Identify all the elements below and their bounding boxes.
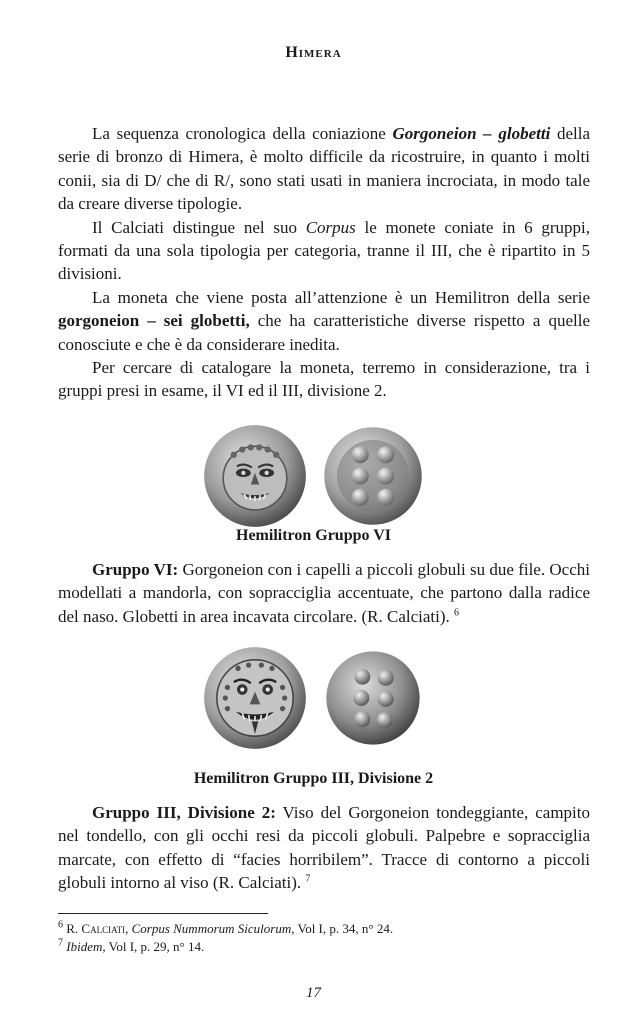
- footnote-ref-7: 7: [305, 873, 311, 885]
- desc-1-label: Gruppo VI:: [92, 560, 179, 579]
- description-gruppo-iii: [58, 801, 590, 895]
- p3-emphasis: gorgoneion – sei globetti,: [58, 311, 250, 331]
- footnotes: [58, 920, 590, 956]
- footnote-6-author: R. Calciati: [66, 921, 126, 936]
- figure-caption-1: Hemilitron Gruppo VI: [236, 527, 391, 544]
- page-title: Himera: [285, 44, 342, 61]
- figure-caption-2: Hemilitron Gruppo III, Divisione 2: [193, 770, 434, 787]
- page-number: 17: [306, 985, 321, 1001]
- p1-text-2: della serie di bronzo di Himera, è molto difficile da ricostruire, in quanto i molti conii, sia di D/ che di R/, sono stati usati in maniera incrociata, in modo tale da creare diverse tipologie.: [58, 124, 590, 214]
- p2-text-1: Il Calciati distingue nel suo: [92, 217, 306, 237]
- footnote-6-rest: , Vol I, p. 34, n° 24.: [291, 921, 394, 936]
- desc-2-text: Viso del Gorgoneion tondeggiante, campito nel tondello, con gli occhi resi da piccoli globuli. Palpebre e sopracciglia marcate, con effetto di “facies horribilem”. Tracce di contorno a piccoli globuli intorno al viso (R. Calciati).: [58, 803, 590, 893]
- paragraph-4: Per cercare di catalogare la moneta, terremo in considerazione, tra i gruppi presi in esame, il VI ed il III, divisione 2.: [58, 358, 590, 401]
- gorgoneion-obverse-coin-icon: [202, 645, 308, 751]
- footnote-ref-6: 6: [454, 607, 460, 619]
- desc-1-text: Gorgoneion con i capelli a piccoli globuli su due file. Occhi modellati a mandorla, con sopracciglia accentuate, che partono dalla radice del naso. Globetti in area incavata circolare. (R. Calciati).: [58, 560, 590, 626]
- p3-text-1: La moneta che viene posta all’attenzione è un Hemilitron della serie: [92, 287, 590, 307]
- footnote-7: $^7$ Ibidem, Vol I, p. 29, n° 14.: [58, 937, 205, 954]
- footnote-7-work: Ibidem: [66, 939, 103, 954]
- p1-emphasis: Gorgoneion – globetti: [392, 124, 551, 143]
- description-gruppo-vi: [58, 558, 590, 628]
- paragraph-2: [58, 216, 590, 286]
- desc-2-label: Gruppo III, Divisione 2:: [92, 803, 276, 822]
- p3-text-2: che ha caratteristiche diverse rispetto a quelle conosciute e che è da considerare inedita.: [58, 311, 590, 354]
- p2-emphasis: Corpus: [305, 217, 356, 237]
- footnote-6: $^6$ R. Calciati, Corpus Nummorum Siculorum, Vol I, p. 34, n° 24.: [58, 919, 394, 936]
- footnote-divider: [58, 913, 268, 914]
- six-globules-reverse-coin-icon: [320, 423, 426, 529]
- p2-text-2: le monete coniate in 6 gruppi, formati da una sola tipologia per categoria, tranne il III, che è ripartito in 5 divisioni.: [58, 217, 591, 284]
- coin-pair-gruppo-vi: [0, 423, 627, 529]
- paragraph-3: [58, 286, 590, 356]
- footnote-7-rest: , Vol I, p. 29, n° 14.: [102, 939, 205, 954]
- p1-text-1: La sequenza cronologica della coniazione: [92, 124, 393, 143]
- six-globules-reverse-coin-icon: [320, 645, 426, 751]
- body-text: [58, 122, 590, 403]
- gorgoneion-obverse-coin-icon: [202, 423, 308, 529]
- coin-pair-gruppo-iii: [0, 645, 627, 751]
- footnote-6-work: Corpus Nummorum Siculorum: [131, 921, 292, 936]
- paragraph-1: [58, 122, 590, 216]
